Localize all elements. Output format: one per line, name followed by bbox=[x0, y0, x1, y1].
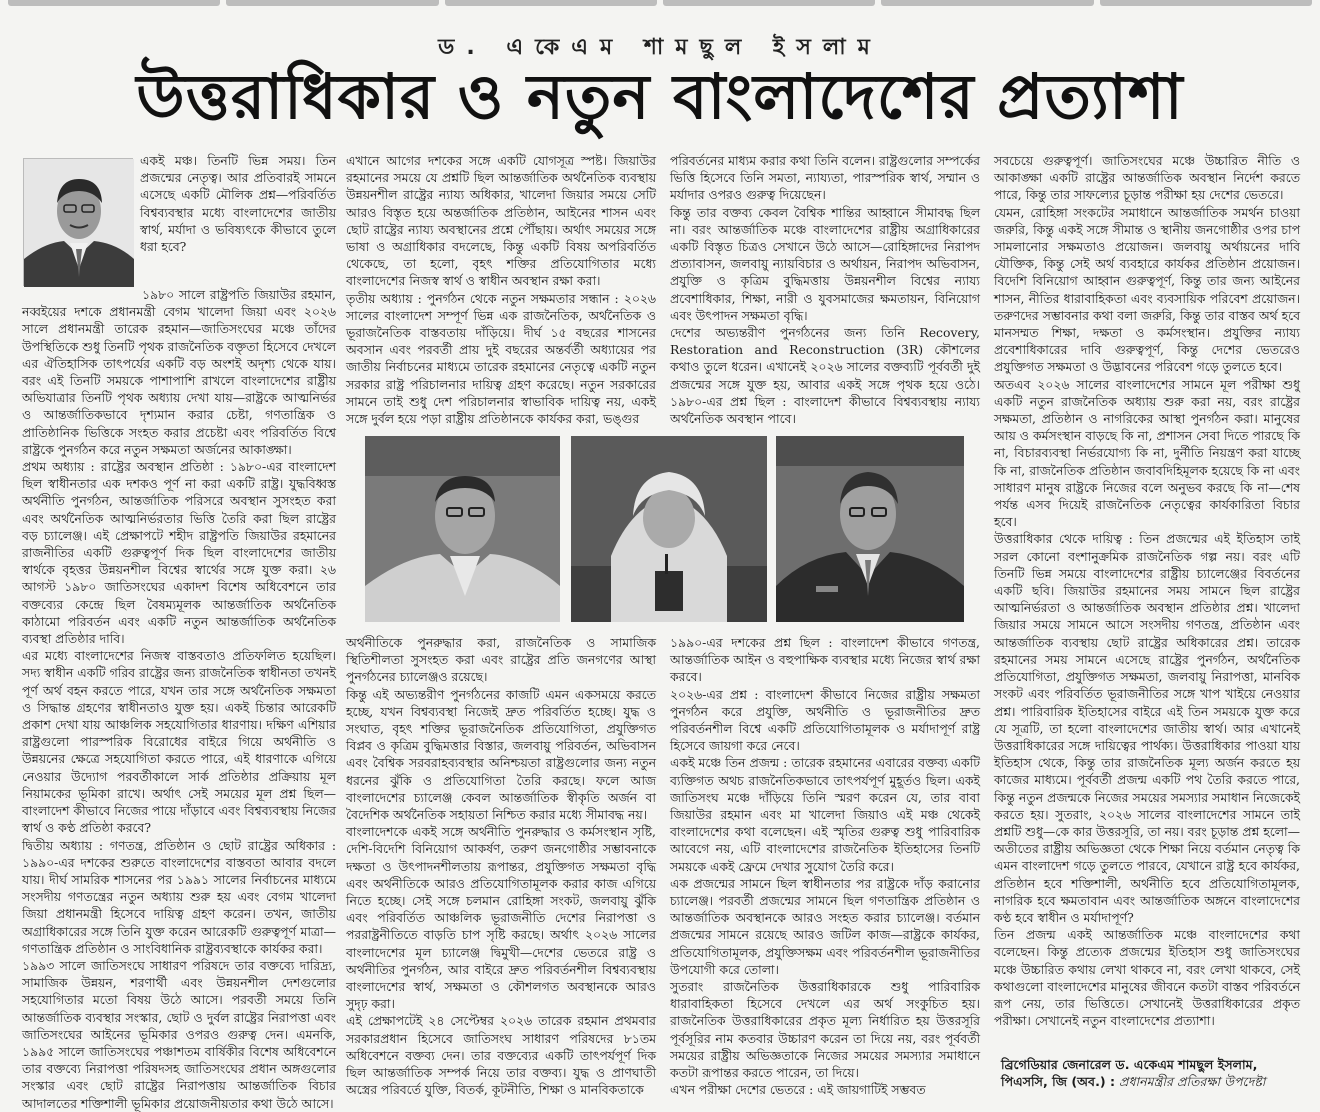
author-role: প্রধানমন্ত্রীর প্রতিরক্ষা উপদেষ্টা bbox=[1119, 1074, 1266, 1089]
paragraph: দ্বিতীয় অধ্যায় : গণতন্ত্র, প্রতিষ্ঠান ও ছোট রাষ্ট্রের অধিকার : ১৯৯০-এর দশকের শুরুতে বাংলাদেশের বাস্তবতা আবার বদলে যায়। দীর্ঘ সামরিক শাসনের পর ১৯৯১ সালের নির্বাচনের মাধ্যমে সংসদীয় গণতন্ত্রের নতুন অধ্যায় শুরু হয় এবং বেগম খালেদা জিয়া প্রধানমন্ত্রী হিসেবে দায়িত্ব গ্রহণ করেন। তখন, জাতীয় অগ্রাধিকারের সঙ্গে তিনি যুক্ত করেন আরেকটি গুরুত্বপূর্ণ মাত্রা—গণতান্ত্রিক প্রতিষ্ঠান ও সাংবিধানিক রাষ্ট্রব্যবস্থাকে কার্যকর করা। bbox=[22, 837, 336, 956]
author-portrait bbox=[23, 158, 133, 286]
author-byline-top: ড. একেএম শামছুল ইসলাম bbox=[438, 35, 882, 60]
paragraph: প্রথম অধ্যায় : রাষ্ট্রের অবস্থান প্রতিষ্ঠা : ১৯৮০-এর বাংলাদেশ ছিল স্বাধীনতার এক দশকও পূর্ণ না করা একটি রাষ্ট্র। যুদ্ধবিধ্বস্ত অর্থনীতি পুনর্গঠন, আন্তর্জাতিক পরিসরে অবস্থান সুসংহত করা এবং অর্থনৈতিক আত্মনির্ভরতার ভিত্তি তৈরি করা ছিল রাষ্ট্রের বড় চ্যালেঞ্জ। এই প্রেক্ষাপটে শহীদ রাষ্ট্রপতি জিয়াউর রহমানের রাজনীতির একটি গুরুত্বপূর্ণ দিক ছিল বাংলাদেশের জাতীয় স্বার্থকে বৃহত্তর উন্নয়নশীল বিশ্বের স্বার্থের সঙ্গে যুক্ত করা। ২৬ আগস্ট ১৯৮০ জাতিসংঘের একাদশ বিশেষ অধিবেশনে তার বক্তব্যের কেন্দ্রে ছিল বৈষম্যমূলক আন্তর্জাতিক অর্থনৈতিক কাঠামো পরিবর্তন এবং একটি নতুন আন্তর্জাতিক অর্থনৈতিক ব্যবস্থা প্রতিষ্ঠার দাবি। bbox=[22, 459, 336, 647]
paragraph: ১৯৯০-এর দশকের প্রশ্ন ছিল : বাংলাদেশ কীভাবে গণতন্ত্র, আন্তর্জাতিক আইন ও বহুপাক্ষিক ব্যবস্থার মধ্যে নিজের স্বার্থ রক্ষা করবে। bbox=[670, 635, 980, 685]
paragraph: পরিবর্তনের মাধ্যম করার কথা তিনি বলেন। রাষ্ট্রগুলোর সম্পর্কের ভিত্তি হিসেবে তিনি সমতা, ন্যায্যতা, পারস্পরিক স্বার্থ, সম্মান ও মর্যাদার ওপরও গুরুত্ব দিয়েছেন। bbox=[670, 153, 980, 203]
column-1 bbox=[22, 286, 336, 1111]
photo-leader-2 bbox=[571, 436, 767, 622]
paragraph: ১৯৮০ সালে রাষ্ট্রপতি জিয়াউর রহমান, নব্বইয়ের দশকে প্রধানমন্ত্রী বেগম খালেদা জিয়া এবং ২০২৬ সালে প্রধানমন্ত্রী তারেক রহমান—জাতিসংঘের মঞ্চে তাঁদের উপস্থিতিকে শুধু তিনটি পৃথক রাজনৈতিক বক্তৃতা হিসেবে দেখলে এর ঐতিহাসিক তাৎপর্যের একটি বড় অংশই অদৃশ্য থেকে যায়। বরং এই তিনটি সময়কে পাশাপাশি রাখলে বাংলাদেশের রাষ্ট্রীয় অভিযাত্রার তিনটি পৃথক অধ্যায় দেখা যায়—রাষ্ট্রকে আত্মনির্ভর ও আন্তর্জাতিকভাবে দৃশ্যমান করার চেষ্টা, গণতান্ত্রিক ও প্রাতিষ্ঠানিক ভিত্তিকে সংহত করার প্রচেষ্টা এবং পরিবর্তিত বিশ্বে রাষ্ট্রকে পুনর্গঠন করে নতুন সক্ষমতা অর্জনের আকাঙ্ক্ষা। bbox=[22, 287, 336, 457]
author-name: ব্রিগেডিয়ার জেনারেল ড. একেএম শামছুল ইসলাম, পিএসসি, জি (অব.) : bbox=[1001, 1057, 1258, 1089]
column-2-top bbox=[346, 152, 656, 432]
paragraph: দেশের অভ্যন্তরীণ পুনর্গঠনের জন্য তিনি Recovery, Restoration and Reconstruction (3R) কৌশলের কথাও তুলে ধরেন। এখানেই ২০২৬ সালের বক্তব্যটি পূর্ববর্তী দুই প্রজন্মের সঙ্গে যুক্ত হয়, আবার একই সঙ্গে পৃথক হয়ে ওঠে। ১৯৮০-এর প্রশ্ন ছিল : বাংলাদেশ কীভাবে বিশ্বব্যবস্থায় ন্যায্য অর্থনৈতিক অবস্থান পাবে। bbox=[670, 325, 980, 427]
paragraph: ২০২৬-এর প্রশ্ন : বাংলাদেশ কীভাবে নিজের রাষ্ট্রীয় সক্ষমতা পুনর্গঠন করে প্রযুক্তি, অর্থনীতি ও ভূরাজনীতির দ্রুত পরিবর্তনশীল বিশ্বে একটি প্রতিযোগিতামূলক ও মর্যাদাপূর্ণ রাষ্ট্র হিসেবে জায়গা করে নেবে। bbox=[670, 686, 980, 754]
paragraph: যেমন, রোহিঙ্গা সংকটের সমাধানে আন্তর্জাতিক সমর্থন চাওয়া জরুরি, কিন্তু একই সঙ্গে সীমান্ত ও স্থানীয় জনগোষ্ঠীর ওপর চাপ সামলানোর সক্ষমতাও প্রয়োজন। জলবায়ু অর্থায়নের দাবি যৌক্তিক, কিন্তু সেই অর্থ ব্যবহারে কার্যকর প্রতিষ্ঠান প্রয়োজন। বিদেশি বিনিয়োগ আহ্বান গুরুত্বপূর্ণ, কিন্তু তার জন্য আইনের শাসন, নীতির ধারাবাহিকতা এবং ব্যবসায়িক পরিবেশ প্রয়োজন। তরুণদের সম্ভাবনার কথা বলা জরুরি, কিন্তু তার বাস্তব অর্থ হবে মানসম্মত শিক্ষা, দক্ষতা ও কর্মসংস্থান। প্রযুক্তির ন্যায্য প্রবেশাধিকারের দাবি গুরুত্বপূর্ণ, কিন্তু দেশের ভেতরেও প্রযুক্তিগত সক্ষমতা ও উদ্ভাবনের পরিবেশ গড়ে তুলতে হবে। bbox=[994, 204, 1300, 375]
paragraph: অতএব ২০২৬ সালের বাংলাদেশের সামনে মূল পরীক্ষা শুধু একটি নতুন রাজনৈতিক অধ্যায় শুরু করা নয়, বরং রাষ্ট্রের সক্ষমতা, প্রতিষ্ঠান ও নাগরিকের আস্থা পুনর্গঠন করা। মানুষের আয় ও কর্মসংস্থান বাড়ছে কি না, প্রশাসন সেবা দিতে পারছে কি না, বিচারব্যবস্থা নির্ভরযোগ্য কি না, দুর্নীতি নিয়ন্ত্রণ করা যাচ্ছে কি না, রাজনৈতিক প্রতিষ্ঠান জবাবদিহিমূলক হয়েছে কি না এবং সাধারণ মানুষ রাষ্ট্রকে নিজের বলে অনুভব করছে কি না—শেষ পর্যন্ত এসব দিয়েই রাজনৈতিক নেতৃত্বের কার্যকারিতা বিচার হবে। bbox=[994, 376, 1300, 530]
paragraph: কিন্তু এই অভ্যন্তরীণ পুনর্গঠনের কাজটি এমন একসময়ে করতে হচ্ছে, যখন বিশ্বব্যবস্থা নিজেই দ্রুত পরিবর্তিত হচ্ছে। যুদ্ধ ও সংঘাত, বৃহৎ শক্তির ভূরাজনৈতিক প্রতিযোগিতা, প্রযুক্তিগত বিপ্লব ও কৃত্রিম বুদ্ধিমত্তার বিস্তার, জলবায়ু পরিবর্তন, অভিবাসন এবং বৈশ্বিক সরবরাহব্যবস্থার অনিশ্চয়তা রাষ্ট্রগুলোর জন্য নতুন ধরনের ঝুঁকি ও প্রতিযোগিতা তৈরি করছে। ফলে আজ বাংলাদেশের চ্যালেঞ্জ কেবল আন্তর্জাতিক স্বীকৃতি অর্জন বা বৈদেশিক অর্থনৈতিক সহায়তা নিশ্চিত করার মধ্যে সীমাবদ্ধ নয়। bbox=[346, 686, 656, 823]
paragraph: এক প্রজন্মের সামনে ছিল স্বাধীনতার পর রাষ্ট্রকে দাঁড় করানোর চ্যালেঞ্জ। পরবর্তী প্রজন্মের সামনে ছিল গণতান্ত্রিক প্রতিষ্ঠান ও আন্তর্জাতিক অবস্থানকে আরও সংহত করার চ্যালেঞ্জ। বর্তমান প্রজন্মের সামনে রয়েছে আরও জটিল কাজ—রাষ্ট্রকে কার্যকর, প্রতিযোগিতামূলক, প্রযুক্তিসক্ষম এবং পরিবর্তনশীল ভূরাজনীতির উপযোগী করে তোলা। bbox=[670, 875, 980, 977]
paragraph: এখানে আগের দশকের সঙ্গে একটি যোগসূত্র স্পষ্ট। জিয়াউর রহমানের সময়ে যে প্রশ্নটি ছিল আন্তর্জাতিক অর্থনৈতিক ব্যবস্থায় উন্নয়নশীল রাষ্ট্রের ন্যায্য অধিকার, খালেদা জিয়ার সময়ে সেটি আরও বিস্তৃত হয়ে অন্তর্জাতিক প্রতিষ্ঠান, আইনের শাসন এবং ছোট রাষ্ট্রের ন্যায্য অবস্থানের প্রশ্নে পৌঁছায়। অর্থাৎ সময়ের সঙ্গে ভাষা ও অগ্রাধিকার বদলেছে, কিন্তু একটি বিষয় অপরিবর্তিত থেকেছে, তা হলো, বৃহৎ শক্তির প্রতিযোগিতার মধ্যে বাংলাদেশের নিজস্ব স্বার্থ ও স্বাধীন অবস্থান রক্ষা করা। bbox=[346, 153, 656, 289]
column-2-bottom bbox=[346, 634, 656, 1098]
paragraph: তিন প্রজন্ম একই আন্তর্জাতিক মঞ্চে বাংলাদেশের কথা বলেছেন। কিন্তু প্রত্যেক প্রজন্মের ইতিহাস শুধু জাতিসংঘের মঞ্চে উচ্চারিত কথায় লেখা থাকবে না, বরং লেখা থাকবে, সেই কথাগুলো বাংলাদেশের মানুষের জীবনে কতটা বাস্তব পরিবর্তনে রূপ নেয়, তার ভিত্তিতে। সেখানেই উত্তরাধিকারের প্রকৃত পরীক্ষা। সেখানেই নতুন বাংলাদেশের প্রত্যাশা। bbox=[994, 927, 1300, 1029]
paragraph: বাংলাদেশকে একই সঙ্গে অর্থনীতি পুনরুদ্ধার ও কর্মসংস্থান সৃষ্টি, দেশি-বিদেশি বিনিয়োগ আকর্ষণ, তরুণ জনগোষ্ঠীর সম্ভাবনাকে দক্ষতা ও উৎপাদনশীলতায় রূপান্তর, প্রযুক্তিগত সক্ষমতা বৃদ্ধি এবং অর্থনীতিকে আরও প্রতিযোগিতামূলক করার কাজ এগিয়ে নিতে হচ্ছে। সেই সঙ্গে চলমান রোহিঙ্গা সংকট, জলবায়ু ঝুঁকি এবং পরিবর্তিত আঞ্চলিক ভূরাজনীতি দেশের নিরাপত্তা ও পররাষ্ট্রনীতিতে বাড়তি চাপ সৃষ্টি করছে। অর্থাৎ ২০২৬ সালের বাংলাদেশের মূল চ্যালেঞ্জ দ্বিমুখী—দেশের ভেতরে রাষ্ট্র ও অর্থনীতির পুনর্গঠন, আর বাইরে দ্রুত পরিবর্তনশীল বিশ্বব্যবস্থায় বাংলাদেশের স্বার্থ, সক্ষমতা ও কৌশলগত অবস্থানকে আরও সুদৃঢ় করা। bbox=[346, 824, 656, 1012]
headline: উত্তরাধিকার ও নতুন বাংলাদেশের প্রত্যাশা bbox=[136, 60, 1184, 133]
column-3-top bbox=[670, 152, 980, 432]
photo-leader-3 bbox=[776, 436, 964, 622]
paragraph: উত্তরাধিকার থেকে দায়িত্ব : তিন প্রজন্মের এই ইতিহাস তাই সরল কোনো বংশানুক্রমিক রাজনৈতিক গল্প নয়। বরং এটি তিনটি ভিন্ন সময়ে বাংলাদেশের রাষ্ট্রীয় চ্যালেঞ্জের বিবর্তনের একটি ছবি। জিয়াউর রহমানের সময় সামনে ছিল রাষ্ট্রের আত্মনির্ভরতা ও আন্তর্জাতিক অবস্থান প্রতিষ্ঠার প্রশ্ন। খালেদা জিয়ার সময়ে সামনে আসে সংসদীয় গণতন্ত্র, প্রতিষ্ঠান এবং আন্তর্জাতিক ব্যবস্থায় ছোট রাষ্ট্রের অধিকারের প্রশ্ন। তারেক রহমানের সময় সামনে এসেছে রাষ্ট্রের পুনর্গঠন, অর্থনৈতিক প্রতিযোগিতা, প্রযুক্তিগত সক্ষমতা, জলবায়ু নিরাপত্তা, মানবিক সংকট এবং পরিবর্তিত ভূরাজনীতির সঙ্গে খাপ খাইয়ে নেওয়ার প্রশ্ন। পারিবারিক ইতিহাসের বাইরে এই তিন সময়কে যুক্ত করে যে সূত্রটি, তা হলো বাংলাদেশের জাতীয় স্বার্থ। আর এখানেই উত্তরাধিকারের সঙ্গে দায়িত্বের পার্থক্য। উত্তরাধিকার পাওয়া যায় ইতিহাস থেকে, কিন্তু তার রাজনৈতিক মূল্য অর্জন করতে হয় কাজের মাধ্যমে। পূর্ববর্তী প্রজন্ম একটি পথ তৈরি করতে পারে, কিন্তু নতুন প্রজন্মকে নিজের সময়ের সমস্যার সমাধান নিজেকেই করতে হয়। সুতরাং, ২০২৬ সালের বাংলাদেশের সামনে তাই প্রশ্নটি শুধু—কে কার উত্তরসূরি, তা নয়। বরং চূড়ান্ত প্রশ্ন হলো—অতীতের রাষ্ট্রীয় অভিজ্ঞতা থেকে শিক্ষা নিয়ে বর্তমান নেতৃত্ব কি এমন বাংলাদেশ গড়ে তুলতে পারবে, যেখানে রাষ্ট্র হবে কার্যকর, প্রতিষ্ঠান হবে শক্তিশালী, অর্থনীতি হবে প্রতিযোগিতামূলক, নাগরিক হবে ক্ষমতাবান এবং আন্তর্জাতিক অঙ্গনে বাংলাদেশের কণ্ঠ হবে স্বাধীন ও মর্যাদাপূর্ণ? bbox=[994, 531, 1300, 925]
column-4 bbox=[994, 152, 1300, 1050]
paragraph: তৃতীয় অধ্যায় : পুনর্গঠন থেকে নতুন সক্ষমতার সন্ধান : ২০২৬ সালের বাংলাদেশ সম্পূর্ণ ভিন্ন এক রাজনৈতিক, অর্থনৈতিক ও ভূরাজনৈতিক বাস্তবতায় দাঁড়িয়ে। দীর্ঘ ১৫ বছরের শাসনের অবসান এবং পরবর্তী প্রায় দুই বছরের অন্তর্বর্তী অধ্যায়ের পর জাতীয় নির্বাচনের মাধ্যমে তারেক রহমানের নেতৃত্বে একটি নতুন সরকার রাষ্ট্র পরিচালনার দায়িত্ব গ্রহণ করেছে। নতুন সরকারের সামনে তাই শুধু দেশ পরিচালনার স্বাভাবিক দায়িত্ব নয়, একই সঙ্গে দুর্বল হয়ে পড়া রাষ্ট্রীয় প্রতিষ্ঠানকে কার্যকর করা, ভঙ্গুর bbox=[346, 290, 656, 427]
paragraph: এখন পরীক্ষা দেশের ভেতরে : এই জায়গাটিই সম্ভবত bbox=[670, 1082, 926, 1098]
paragraph: সবচেয়ে গুরুত্বপূর্ণ। জাতিসংঘের মঞ্চে উচ্চারিত নীতি ও আকাঙ্ক্ষা একটি রাষ্ট্রের আন্তর্জাতিক অবস্থান নির্দেশ করতে পারে, কিন্তু তার সাফল্যের চূড়ান্ত পরীক্ষা হয় দেশের ভেতরে। bbox=[994, 153, 1300, 203]
column-3-bottom bbox=[670, 634, 980, 1098]
top-strip bbox=[0, 0, 1320, 6]
paragraph: এই প্রেক্ষাপটেই ২৪ সেপ্টেম্বর ২০২৬ তারেক রহমান প্রথমবার সরকারপ্রধান হিসেবে জাতিসংঘ সাধারণ পরিষদের ৮১তম অধিবেশনে বক্তব্য দেন। তার বক্তব্যের একটি তাৎপর্যপূর্ণ দিক ছিল আন্তর্জাতিক সম্পর্ক নিয়ে তার বক্তব্য। যুদ্ধ ও প্রাণঘাতী অস্ত্রের পরিবর্তে যুক্তি, বিতর্ক, কূটনীতি, শিক্ষা ও মানবিকতাকে bbox=[346, 1013, 656, 1098]
paragraph: অর্থনীতিকে পুনরুদ্ধার করা, রাজনৈতিক ও সামাজিক স্থিতিশীলতা সুসংহত করা এবং রাষ্ট্রের প্রতি জনগণের আস্থা পুনর্গঠনের চ্যালেঞ্জও রয়েছে। bbox=[346, 635, 656, 685]
paragraph: এর মধ্যে বাংলাদেশের নিজস্ব বাস্তবতাও প্রতিফলিত হয়েছিল। সদ্য স্বাধীন একটি গরিব রাষ্ট্রের জন্য রাজনৈতিক স্বাধীনতা তখনই পূর্ণ অর্থ বহন করতে পারে, যখন তার সঙ্গে অর্থনৈতিক সক্ষমতা ও সিদ্ধান্ত গ্রহণের স্বাধীনতাও যুক্ত হয়। একই চিন্তার আরেকটি প্রকাশ দেখা যায় আঞ্চলিক সহযোগিতার ধারণায়। দক্ষিণ এশিয়ার রাষ্ট্রগুলো পারস্পরিক বিরোধের বাইরে গিয়ে অর্থনীতি ও উন্নয়নের ক্ষেত্রে সহযোগিতা করতে পারে, এই ধারণাকে এগিয়ে নেওয়ার উদ্যোগ পরবর্তীকালে সার্ক প্রতিষ্ঠার প্রক্রিয়ায় মূল নিয়ামকের ভূমিকা রাখে। অর্থাৎ সেই সময়ের মূল প্রশ্ন ছিল—বাংলাদেশ কীভাবে নিজের পায়ে দাঁড়াবে এবং বিশ্বব্যবস্থায় নিজের স্বার্থ ও কণ্ঠ প্রতিষ্ঠা করবে? bbox=[22, 648, 336, 836]
author-byline-bottom bbox=[1001, 1056, 1301, 1090]
paragraph: একই মঞ্চ। তিনটি ভিন্ন সময়। তিন প্রজন্মের নেতৃত্ব। আর প্রতিবারই সামনে এসেছে একটি মৌলিক প্রশ্ন—পরিবর্তিত বিশ্বব্যবস্থার মধ্যে বাংলাদেশের জাতীয় স্বার্থ, মর্যাদা ও ভবিষ্যৎকে কীভাবে তুলে ধরা হবে? bbox=[140, 153, 336, 255]
column-1-intro bbox=[140, 152, 336, 282]
paragraph: সুতরাং রাজনৈতিক উত্তরাধিকারকে শুধু পারিবারিক ধারাবাহিকতা হিসেবে দেখলে এর অর্থ সংকুচিত হয়। রাজনৈতিক উত্তরাধিকারের প্রকৃত মূল্য নির্ধারিত হয় উত্তরসূরি পূর্বসূরির নাম কতবার উচ্চারণ করেন তা দিয়ে নয়, বরং পূর্ববর্তী সময়ের রাষ্ট্রীয় অভিজ্ঞতাকে নিজের সময়ের সমস্যার সমাধানে কতটা রূপান্তর করতে পারেন, তা দিয়ে। bbox=[670, 979, 980, 1081]
paragraph: ১৯৯৩ সালে জাতিসংঘে সাধারণ পরিষদে তার বক্তব্যে দারিদ্র্য, সামাজিক উন্নয়ন, শরণার্থী এবং উন্নয়নশীল দেশগুলোর সহযোগিতার মতো বিষয় উঠে আসে। পরবর্তী সময়ে তিনি আন্তর্জাতিক ব্যবস্থার সংস্কার, ছোট ও দুর্বল রাষ্ট্রের নিরাপত্তা এবং জাতিসংঘের আইনের ভূমিকার ওপরও গুরুত্ব দেন। এমনকি, ১৯৯৫ সালে জাতিসংঘের পঞ্চাশতম বার্ষিকীর বিশেষ অধিবেশনে তার বক্তব্যে নিরাপত্তা পরিষদসহ জাতিসংঘের প্রধান অঙ্গগুলোর সংস্কার এবং ছোট রাষ্ট্রের নিরাপত্তায় আন্তর্জাতিক বিচার আদালতের শক্তিশালী ভূমিকার প্রয়োজনীয়তার কথা উঠে আসে। bbox=[22, 957, 336, 1111]
photo-leader-1 bbox=[365, 436, 560, 622]
paragraph: একই মঞ্চে তিন প্রজন্ম : তারেক রহমানের এবারের বক্তব্য একটি ব্যক্তিগত অথচ রাজনৈতিকভাবে তাৎপর্যপূর্ণ মুহূর্তও ছিল। একই জাতিসংঘ মঞ্চে দাঁড়িয়ে তিনি স্মরণ করেন যে, তার বাবা জিয়াউর রহমান এবং মা খালেদা জিয়াও এই মঞ্চ থেকেই বাংলাদেশের কথা বলেছেন। এই স্মৃতির গুরুত্ব শুধু পারিবারিক আবেগে নয়, এটি বাংলাদেশের রাজনৈতিক ইতিহাসের তিনটি সময়কে একই ফ্রেমে দেখার সুযোগ তৈরি করে। bbox=[670, 755, 980, 874]
paragraph: কিন্তু তার বক্তব্য কেবল বৈশ্বিক শান্তির আহ্বানে সীমাবদ্ধ ছিল না। বরং আন্তর্জাতিক মঞ্চে বাংলাদেশের রাষ্ট্রীয় অগ্রাধিকারের একটি বিস্তৃত চিত্রও সেখানে উঠে আসে—রোহিঙ্গাদের নিরাপদ প্রত্যাবাসন, জলবায়ু ন্যায়বিচার ও অর্থায়ন, নিরাপদ অভিবাসন, প্রযুক্তি ও কৃত্রিম বুদ্ধিমত্তায় উন্নয়নশীল বিশ্বের ন্যায্য প্রবেশাধিকার, শিক্ষা, নারী ও যুবসমাজের ক্ষমতায়ন, বিনিয়োগ এবং উৎপাদন সক্ষমতা বৃদ্ধি। bbox=[670, 204, 980, 323]
